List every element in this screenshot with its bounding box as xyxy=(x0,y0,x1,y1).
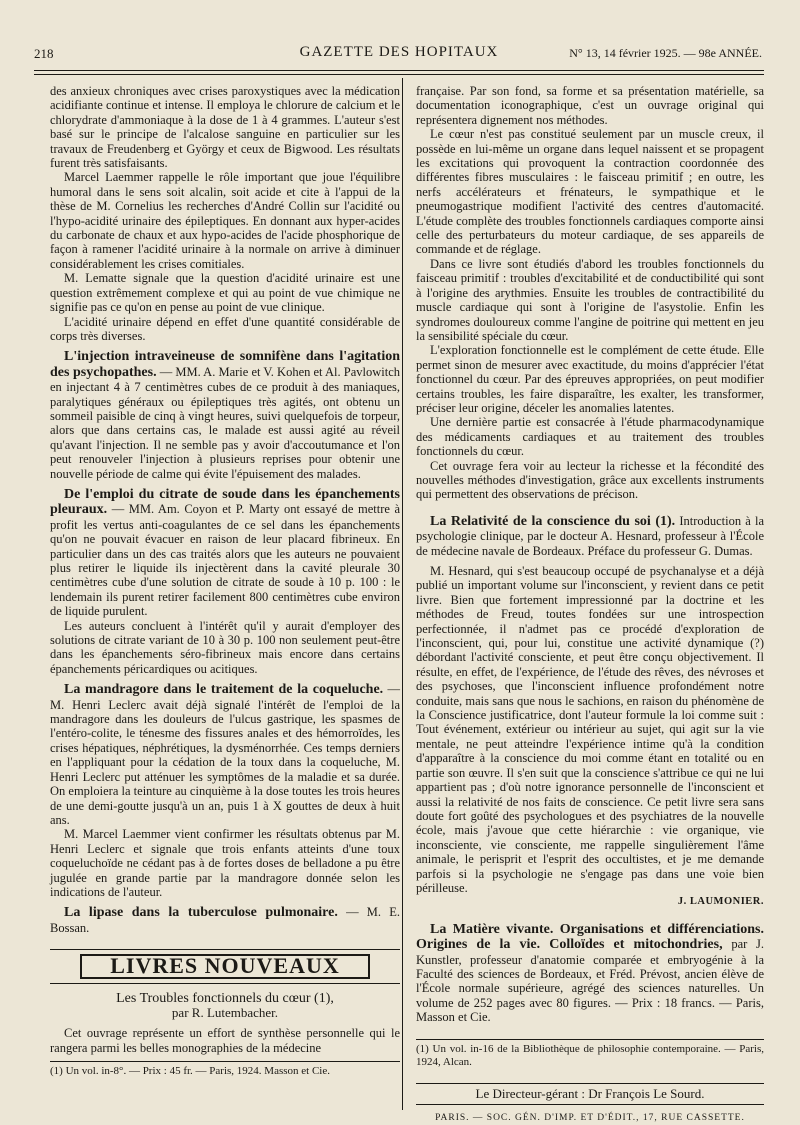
section-text: — M. Henri Leclerc avait déjà signalé l'intérêt de l'emploi de la mandragore dans les douleurs de l'ulcus gastrique, les spasmes de l'entéro-colite, le ténesme des fissures anales et des hémorroïdes, les crises hépatiques, néphrétiques, la dysménorrhée. Ces temps derniers en l'appliquant pour la cédation de la toux dans la coqueluche, M. Henri Leclerc put atténuer les symptômes de la maladie et sa durée. On emploiera la teinture au cinquième à la dose toutes les trois heures de une demi-goutte jusqu'à un an, puis 1 à X gouttes de deux à huit ans. xyxy=(50,682,400,827)
paragraph: Dans ce livre sont étudiés d'abord les troubles fonctionnels du faisceau primitif : troubles d'excitabilité et de conductibilité qui sont à l'origine des arythmies. Ensuite les troubles de contractibilité du muscle cardiaque qui sont à l'origine de l'asystolie. Enfin les syndromes douloureux comme l'angine de poitrine qui mettent en jeu la sensibilité spéciale du cœur. xyxy=(416,256,764,343)
book-title: La Relativité de la conscience du soi (1). xyxy=(430,513,676,529)
section-citrate xyxy=(50,487,400,619)
paragraph: M. Marcel Laemmer vient confirmer les résultats obtenus par M. Henri Leclerc et signale que trois enfants atteints d'une toux coqueluchoïde ne cédant pas à de fortes doses de belladone a pu être jugulée en grande partie par la mandragore donnée selon les indications de l'auteur. xyxy=(50,827,400,899)
section-title: De l'emploi du citrate de soude dans les épanchements pleuraux. xyxy=(50,486,400,518)
header-rule-2 xyxy=(34,74,764,75)
paragraph: Le cœur n'est pas constitué seulement par un muscle creux, il possède en lui-même un organe dans lequel naissent et se propagent les excitations qui provoquent la contraction coordonnée des différentes fibres musculaires : le faisceau primitif ; en outre, les nerfs accélérateurs et frénateurs, le sympathique et le pneumogastrique modifient l'activité des centres d'automacité. L'étude complète des troubles fonctionnels cardiaques comporte ainsi celle des perturbateurs du moteur cardiaque, de ses appareils de commande et de réglage. xyxy=(416,127,764,257)
issue-info: N° 13, 14 février 1925. — 98e ANNÉE. xyxy=(569,46,762,60)
section-title: L'injection intraveineuse de somnifène dans l'agitation des psychopathes. xyxy=(50,349,400,380)
paragraph: Cet ouvrage représente un effort de synthèse personnelle qui le rangera parmi les belles monographies de la médecine xyxy=(50,1026,400,1055)
book-author: par R. Lutembacher. xyxy=(171,1004,279,1020)
page-header xyxy=(34,44,764,64)
book-relativite xyxy=(416,514,764,558)
journal-title: GAZETTE DES HOPITAUX xyxy=(299,44,499,60)
page-number: 218 xyxy=(34,46,54,61)
paragraph: Cet ouvrage fera voir au lecteur la richesse et la fécondité des nouvelles méthodes d'investigation, grâce aux excellents instruments qui permettent des observations de précison. xyxy=(416,458,764,502)
paragraph: L'exploration fonctionnelle est le complément de cette étude. Elle permet sinon de mesurer avec exactitude, du moins d'apprécier l'état fonctionnel du cœur. Par des épreuves appropriées, on peut modifier certains troubles, les faire disparaître, les exalter, les transformer, préciser leur origine, déceler les anomalies latentes. xyxy=(416,343,764,415)
livres-title: LIVRES NOUVEAUX xyxy=(80,954,370,978)
paragraph: Une dernière partie est consacrée à l'étude pharmacodynamique des médicaments cardiaques et au traitement des troubles fonctionnels du cœur. xyxy=(416,415,764,459)
footnote: (1) Un vol. in-16 de la Bibliothèque de philosophie contemporaine. — Paris, 1924, Alcan. xyxy=(416,1039,764,1069)
section-text: — MM. Am. Coyon et P. Marty ont essayé de mettre à profit les vertus anti-coagulantes de ce sel dans les épanchements qu'on ne pouvait évacuer en raison de leur placard fibrineux. En particulier dans un des cas traités alors que les auteurs ne pouvaient plus retirer le liquide ils injectèrent dans la cavité pleurale 30 centimètres cube d'une solution de citrate de soude à 10 p. 100 : le lendemain ils purent retirer facilement 800 centimètres cube environ de liquide purulent. xyxy=(50,502,400,619)
section-somnifene xyxy=(50,349,400,481)
printer-line: PARIS. — SOC. GÉN. D'IMP. ET D'ÉDIT., 17, RUE CASSETTE. xyxy=(435,1113,745,1123)
paragraph: Les auteurs concluent à l'intérêt qu'il y aurait d'employer des solutions de citrate variant de 10 à 30 p. 100 non seulement peut-être dans les épanchements séro-fibrineux mais encore dans certains épanchements péricardiques ou acitiques. xyxy=(50,618,400,676)
paragraph: des anxieux chroniques avec crises paroxystiques avec la médication acidifiante continue et intense. Il employa le chlorure de calcium et le chlorydrate d'ammoniaque à la dose de 1 à 4 grammes. L'auteur s'est basé sur le principe de l'alcalose sanguine en particulier sur les travaux de Freudenberg et György et ceux de Bigwood. Les résultats furent très satisfaisants. xyxy=(50,84,400,171)
book-description: par J. Kunstler, professeur d'anatomie comparée et embryogénie à la Faculté des sciences de Bordeaux, et Fréd. Prévost, ancien élève de l'École normale supérieure, agrégé des sciences naturelles. Un volume de 252 pages avec 80 figures. — Prix : 18 francs. — Paris, Masson et Cie. xyxy=(416,937,765,1025)
review-signature: J. LAUMONIER. xyxy=(677,896,764,908)
section-text: — M. E. Bossan. xyxy=(50,905,401,935)
section-lipase xyxy=(50,905,400,935)
paragraph: M. Hesnard, qui s'est beaucoup occupé de psychanalyse et a déjà publié un important volume sur l'inconscient, y revient dans ce petit livre. Bien que fortement impressionné par la doctrine et les méthodes de Freud, toutes fondées sur une introspection perfectionnée, il n'admet pas ce procédé d'exploration de l'inconscient, qui, pour lui, constitue une activité dynamique (?) débordant l'activité consciente, et peut être conçu objectivement. Il résulte, en effet, de l'expérience, de l'étude des rêves, des névroses et des psychoses, que l'inconscient influence profondément notre conduite, mais sans que nous le sachions, en raison du phénomène de la Conscience justificatrice, dont l'auteur formule la loi comme suit : Tout événement, extérieur ou intérieur au sujet, qui agit sur la vie mentale, ne peut atteindre l'expérience intime qu'à la condition d'apparaître à la conscience du moi comme étant en totalité ou en partie son œuvre. Il s'en suit que la conscience s'attribue ce qui ne lui appartient pas ; d'où notre ignorance personnelle de l'inconscient et aussi la relativité de nos faits de conscience. Ce petit livre sera sans doute fort goûté des psychologues et des psychiatres de la nouvelle école, mais j'avoue que cette hiérarchie : vie organique, vie inconsciente, vie consciente, me rappelle singulièrement l'âme animale, le perisprit et l'esprit des occultistes, et je me demande parfois si la psychologie ne s'engage pas dans une voie bien périlleuse. xyxy=(416,564,764,895)
director-line: Le Directeur-gérant : Dr François Le Sourd. xyxy=(416,1083,764,1105)
paragraph: M. Lematte signale que la question d'acidité urinaire est une question extrêmement complexe et qui au point de vue chimique ne signifie pas ce qu'on en pense au point de vue clinique. xyxy=(50,271,400,315)
left-column xyxy=(50,84,400,1078)
column-divider xyxy=(402,78,403,1110)
paragraph: Marcel Laemmer rappelle le rôle important que joue l'équilibre humoral dans le sens soit alcalin, soit acide et cite à l'appui de la thèse de M. Cornelius les recherches d'André Collin sur l'acidité ou l'hypo-acidité urinaire des épileptiques. En donnant aux hyper-acides du carbonate de chaux et aux hypo-acides de l'acide phosphorique de façon à ramener l'acidité urinaire à la normale on arrive à diminuer considérablement les crises comitiales. xyxy=(50,170,400,271)
section-title: La lipase dans la tuberculose pulmonaire. xyxy=(64,905,338,921)
paragraph: L'acidité urinaire dépend en effet d'une quantité considérable de corps très diverses. xyxy=(50,314,400,343)
book-description: Introduction à la psychologie clinique, par le docteur A. Hesnard, professeur à l'École de médecine navale de Bordeaux. Préface du professeur G. Dumas. xyxy=(416,513,764,558)
header-rule xyxy=(34,70,764,71)
footnote: (1) Un vol. in-8°. — Prix : 45 fr. — Paris, 1924. Masson et Cie. xyxy=(50,1061,400,1078)
paragraph: française. Par son fond, sa forme et sa présentation matérielle, sa documentation iconographique, c'est un ouvrage original qui représentera dignement nos méthodes. xyxy=(416,84,764,127)
right-column xyxy=(416,84,764,1125)
livres-banner xyxy=(50,949,400,983)
book-matiere xyxy=(416,922,764,1025)
book-title: La Matière vivante. Organisations et différenciations. Origines de la vie. Colloïdes et mitochondries, xyxy=(416,921,764,953)
section-title: La mandragore dans le traitement de la coqueluche. xyxy=(64,682,384,698)
section-mandragore xyxy=(50,682,400,827)
section-text: — MM. A. Marie et V. Kohen et Al. Pavlowitch en injectant 4 à 7 centimètres cubes de ce produit à des maniaques, paralytiques généraux ou épileptiques très agités, ont obtenu un sommeil paisible de cinq à vingt heures, suivi quelquefois de torpeur, alors que dans certains cas, le malade est aussi agité au réveil qu'avant l'injection. Il ne semble pas y avoir d'accoutumance et l'on peut renouveler l'injection à plusieurs reprises pour obtenir une nouvelle période de calme qui évite l'épuisement des malades. xyxy=(50,364,400,481)
book-title: Les Troubles fonctionnels du cœur (1), xyxy=(116,990,334,1006)
